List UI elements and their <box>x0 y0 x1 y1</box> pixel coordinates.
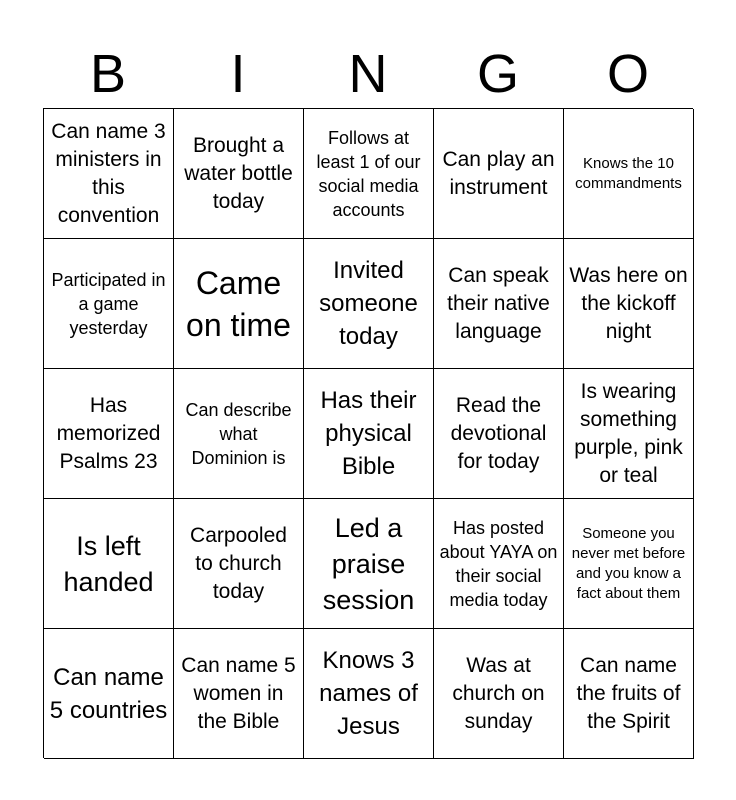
bingo-cell[interactable] <box>174 109 304 239</box>
bingo-cell[interactable] <box>174 629 304 759</box>
cell-text: Can name 3 ministers in this convention <box>51 119 166 227</box>
bingo-cell[interactable] <box>564 499 694 629</box>
cell-text: Is wearing something purple, pink or teal <box>574 379 683 487</box>
bingo-cell[interactable] <box>174 369 304 499</box>
cell-text: Was here on the kickoff night <box>569 263 688 343</box>
cell-text: Knows the 10 commandments <box>575 154 682 192</box>
bingo-cell[interactable] <box>304 109 434 239</box>
cell-text: Read the devotional for today <box>450 393 547 473</box>
cell-text: Can speak their native language <box>447 263 550 343</box>
bingo-cell[interactable] <box>434 109 564 239</box>
cell-text: Participated in a game yesterday <box>51 269 166 338</box>
bingo-cell[interactable] <box>564 239 694 369</box>
cell-text: Carpooled to church today <box>190 523 287 603</box>
bingo-header <box>43 40 693 108</box>
cell-text: Can describe what Dominion is <box>185 399 292 468</box>
cell-text: Someone you never met before and you know a fact about them <box>571 524 686 602</box>
bingo-cell[interactable] <box>174 239 304 369</box>
cell-text: Can name the fruits of the Spirit <box>576 653 681 733</box>
cell-text: Has their physical Bible <box>320 387 417 480</box>
cell-text: Knows 3 names of Jesus <box>319 647 418 740</box>
bingo-cell[interactable] <box>434 629 564 759</box>
header-letter-n: N <box>348 44 388 104</box>
bingo-cell[interactable] <box>44 239 174 369</box>
bingo-cell[interactable] <box>564 629 694 759</box>
bingo-cell[interactable] <box>304 499 434 629</box>
bingo-cell[interactable] <box>564 369 694 499</box>
cell-text: Is left handed <box>63 530 154 597</box>
bingo-cell[interactable] <box>304 629 434 759</box>
bingo-cell[interactable] <box>174 499 304 629</box>
cell-text: Brought a water bottle today <box>184 133 293 213</box>
header-letter-o: O <box>606 44 649 104</box>
bingo-cell[interactable] <box>434 239 564 369</box>
bingo-cell[interactable] <box>304 239 434 369</box>
bingo-cell[interactable] <box>44 369 174 499</box>
bingo-cell[interactable] <box>44 499 174 629</box>
cell-text: Can name 5 women in the Bible <box>181 653 296 733</box>
bingo-cell[interactable] <box>304 369 434 499</box>
header-letter-b: B <box>89 44 127 104</box>
cell-text: Can play an instrument <box>442 147 555 199</box>
bingo-cell[interactable] <box>44 109 174 239</box>
cell-text: Led a praise session <box>322 512 415 615</box>
bingo-cell[interactable] <box>434 499 564 629</box>
bingo-cell[interactable] <box>44 629 174 759</box>
header-letter-i: I <box>230 44 246 104</box>
cell-text: Has memorized Psalms 23 <box>56 393 161 473</box>
bingo-board <box>43 108 693 758</box>
header-letter-g: G <box>476 44 519 104</box>
cell-text: Invited someone today <box>319 257 418 350</box>
bingo-cell[interactable] <box>564 109 694 239</box>
cell-text: Follows at least 1 of our social media accounts <box>316 127 421 220</box>
bingo-cell[interactable] <box>434 369 564 499</box>
cell-text: Came on time <box>186 264 291 343</box>
cell-text: Can name 5 countries <box>49 663 168 724</box>
cell-text: Was at church on sunday <box>452 653 545 733</box>
cell-text: Has posted about YAYA on their social media today <box>439 517 558 610</box>
